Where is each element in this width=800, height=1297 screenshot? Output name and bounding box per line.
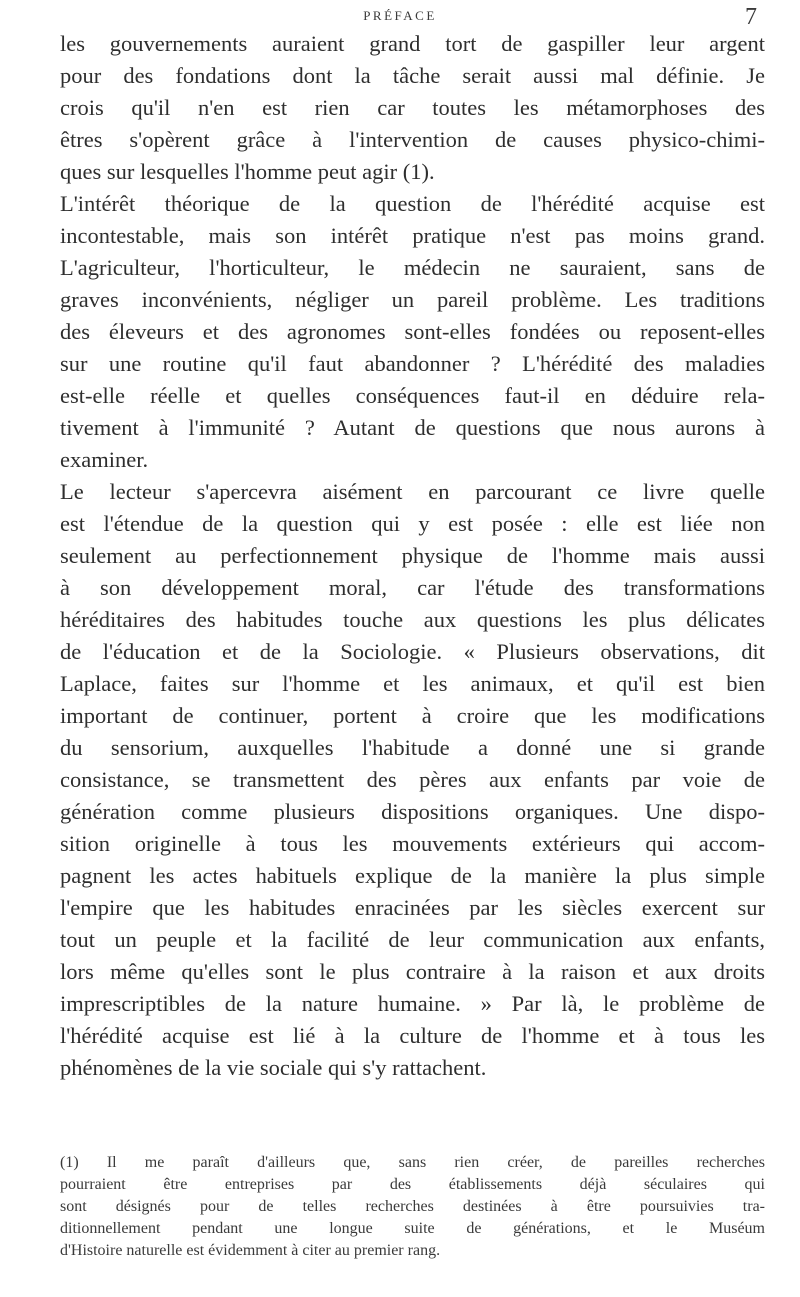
text-line: graves inconvénients, négliger un pareil problème. Les traditions <box>60 287 765 312</box>
text-line: tout un peuple et la facilité de leur communication aux enfants, <box>60 927 765 952</box>
text-line: génération comme plusieurs dispositions organiques. Une dispo- <box>60 799 765 824</box>
text-line: ques sur lesquelles l'homme peut agir (1). <box>60 159 435 184</box>
text-line: important de continuer, portent à croire que les modifications <box>60 703 765 728</box>
text-line: sition originelle à tous les mouvements extérieurs qui accom- <box>60 831 765 856</box>
text-line: incontestable, mais son intérêt pratique n'est pas moins grand. <box>60 223 765 248</box>
text-line: êtres s'opèrent grâce à l'intervention de causes physico-chimi- <box>60 127 765 152</box>
text-line: seulement au perfectionnement physique de l'homme mais aussi <box>60 543 765 568</box>
text-line: l'hérédité acquise est lié à la culture de l'homme et à tous les <box>60 1023 765 1048</box>
footnote-line: (1) Il me paraît d'ailleurs que, sans rien créer, de pareilles recherches <box>60 1154 765 1171</box>
text-line: crois qu'il n'en est rien car toutes les métamorphoses des <box>60 95 765 120</box>
footnote-line: ditionnellement pendant une longue suite de générations, et le Muséum <box>60 1220 765 1237</box>
text-line: L'agriculteur, l'horticulteur, le médecin ne sauraient, sans de <box>60 255 765 280</box>
text-line: l'empire que les habitudes enracinées par les siècles exercent sur <box>60 895 765 920</box>
text-line: sur une routine qu'il faut abandonner ? L'hérédité des maladies <box>60 351 765 376</box>
text-line: imprescriptibles de la nature humaine. » Par là, le problème de <box>60 991 765 1016</box>
text-line: les gouvernements auraient grand tort de gaspiller leur argent <box>60 31 765 56</box>
text-line: à son développement moral, car l'étude des transformations <box>60 575 765 600</box>
text-line: des éleveurs et des agronomes sont-elles fondées ou reposent-elles <box>60 319 765 344</box>
footnote-line: d'Histoire naturelle est évidemment à citer au premier rang. <box>60 1242 441 1259</box>
footnote-line: pourraient être entreprises par des établissements déjà séculaires qui <box>60 1176 765 1193</box>
text-line: pagnent les actes habituels explique de la manière la plus simple <box>60 863 765 888</box>
text-line: examiner. <box>60 447 149 472</box>
text-line: est-elle réelle et quelles conséquences faut-il en déduire rela- <box>60 383 765 408</box>
text-line: phénomènes de la vie sociale qui s'y rattachent. <box>60 1055 487 1080</box>
running-title: PRÉFACE <box>363 8 437 23</box>
text-line: pour des fondations dont la tâche serait aussi mal définie. Je <box>60 63 765 88</box>
text-line: L'intérêt théorique de la question de l'hérédité acquise est <box>60 191 765 216</box>
text-line: Le lecteur s'apercevra aisément en parcourant ce livre quelle <box>60 479 765 504</box>
text-line: du sensorium, auxquelles l'habitude a donné une si grande <box>60 735 765 760</box>
text-line: de l'éducation et de la Sociologie. « Plusieurs observations, dit <box>60 639 765 664</box>
footnote-line: sont désignés pour de telles recherches destinées à être poursuivies tra- <box>60 1198 765 1215</box>
text-line: lors même qu'elles sont le plus contraire à la raison et aux droits <box>60 959 765 984</box>
page-number: 7 <box>745 4 757 30</box>
text-line: héréditaires des habitudes touche aux questions les plus délicates <box>60 607 765 632</box>
text-line: consistance, se transmettent des pères aux enfants par voie de <box>60 767 765 792</box>
text-line: est l'étendue de la question qui y est posée : elle est liée non <box>60 511 765 536</box>
text-line: tivement à l'immunité ? Autant de questions que nous aurons à <box>60 415 765 440</box>
text-line: Laplace, faites sur l'homme et les animaux, et qu'il est bien <box>60 671 765 696</box>
